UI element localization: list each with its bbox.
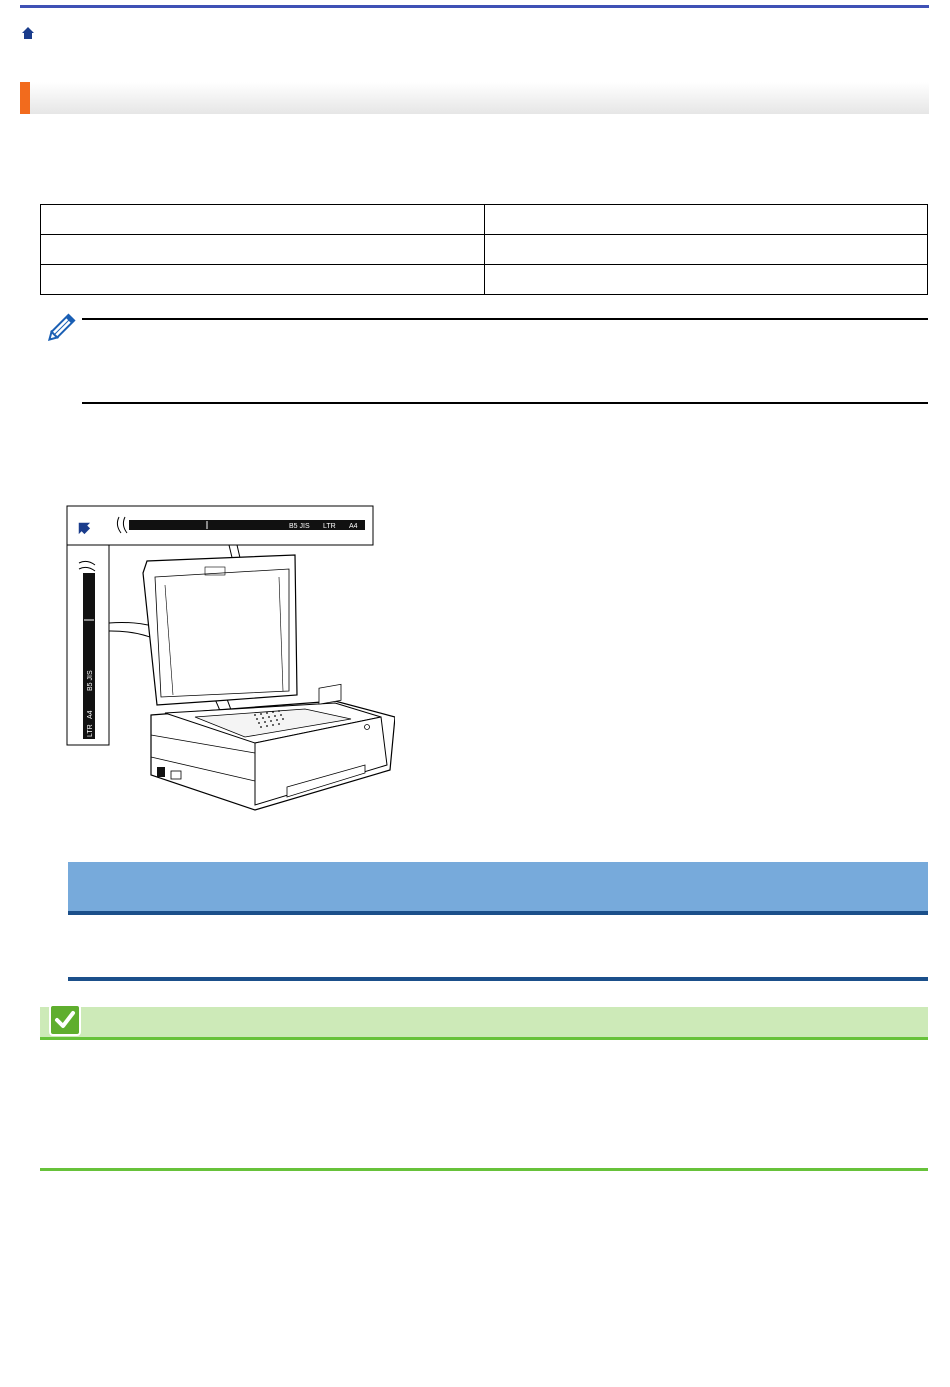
table-cell <box>41 265 485 295</box>
table-cell <box>484 205 928 235</box>
related-info-band <box>40 1007 928 1037</box>
table-cell <box>41 205 485 235</box>
table-cell <box>484 235 928 265</box>
h-mark-ltr: LTR <box>323 523 336 530</box>
note-bottom-rule <box>82 402 928 404</box>
checkmark-icon <box>49 1004 81 1036</box>
table-cell <box>484 265 928 295</box>
spec-table <box>40 204 928 295</box>
related-info-rule <box>40 1037 928 1040</box>
tip-bottom-rule <box>68 977 928 981</box>
related-info-bottom-rule <box>40 1168 928 1171</box>
home-icon[interactable] <box>21 26 35 40</box>
pencil-icon <box>42 311 78 347</box>
v-mark-b5: B5 JIS <box>87 670 94 691</box>
table-row <box>41 205 928 235</box>
table-cell <box>41 235 485 265</box>
table-row <box>41 265 928 295</box>
tip-header-band <box>68 862 928 912</box>
h-mark-a4: A4 <box>349 523 358 530</box>
h-mark-b5: B5 JIS <box>289 523 310 530</box>
v-mark-a4: A4 <box>87 710 94 719</box>
tip-top-rule <box>68 911 928 915</box>
note-top-rule <box>82 318 928 320</box>
top-rule <box>20 5 929 8</box>
v-mark-ltr: LTR <box>87 724 94 737</box>
table-row <box>41 235 928 265</box>
section-title-band <box>20 82 929 114</box>
title-accent-bar <box>20 82 30 114</box>
scanner-glass-illustration <box>65 505 395 820</box>
